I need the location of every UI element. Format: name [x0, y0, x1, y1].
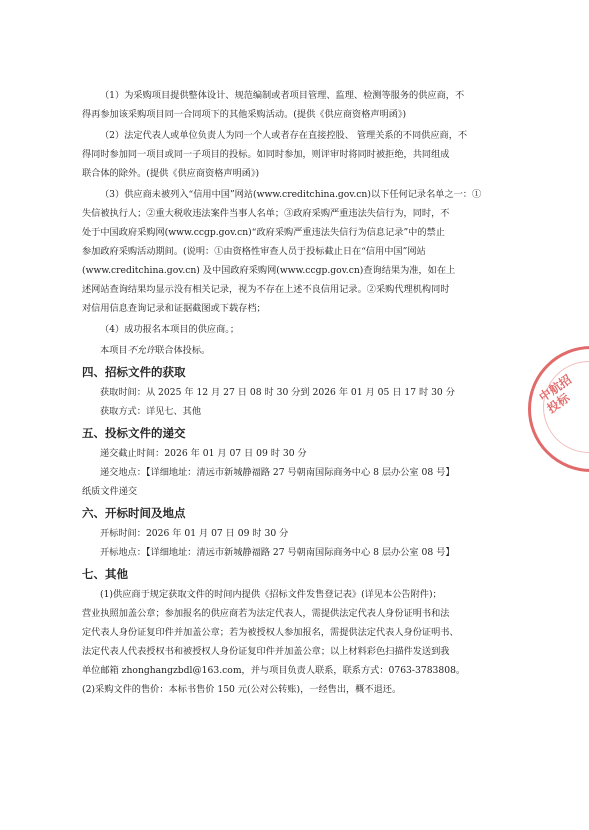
text-line: 失信被执行人；②重大税收违法案件当事人名单；③政府采购严重违法失信行为，同时，不 [82, 208, 450, 219]
italic-text-span: 不允许 [127, 345, 156, 356]
field-value: 详见七、其他 [145, 406, 202, 417]
opening-place-row [82, 543, 496, 562]
paragraph-2 [82, 126, 496, 183]
field-value: 从 2025 年 12 月 27 日 08 时 30 分到 2026 年 01 月 05 日 17 时 30 分 [145, 387, 455, 398]
field-label: 递交地点： [100, 467, 146, 478]
section-heading-5: 五、投标文件的递交 [82, 426, 186, 440]
text-line: 得同时参加同一项目或同一子项目的投标。如同时参加，则评审时将同时被拒绝，共同组成 [82, 149, 450, 160]
text-line: 对信用信息查询记录和证据截图或下载存档； [82, 303, 266, 314]
text-line: 处于中国政府采购网(www.ccgp.gov.cn)“政府采购严重违法失信行为信息记录”中的禁止 [82, 227, 445, 238]
field-label: 获取时间： [100, 387, 146, 398]
seal-text: 中航招投标 [536, 372, 575, 416]
text-line: 定代表人身份证复印件并加盖公章；若为被授权人参加报名，需提供法定代表人身份证明书、 [82, 627, 459, 638]
field-label: 获取方式： [100, 406, 146, 417]
text-line: 述网站查询结果均显示没有相关记录，视为不存在上述不良信用记录。②采购代理机构同时 [82, 284, 450, 295]
text-line: (www.creditchina.gov.cn) 及中国政府采购网(www.ccgp.gov.cn)查询结果为准，如在上 [82, 265, 456, 276]
section-heading-7: 七、其他 [82, 567, 128, 581]
acquire-method-row [82, 402, 496, 421]
red-seal-stamp [528, 346, 589, 472]
submit-note: 纸质文件递交 [82, 486, 138, 497]
field-label: 递交截止时间： [100, 448, 165, 459]
field-value: 2026 年 01 月 07 日 09 时 30 分 [164, 448, 307, 459]
text-line: 得再参加该采购项目同一合同项下的其他采购活动。(提供《供应商资格声明函》) [82, 109, 407, 120]
field-label: 开标地点： [100, 547, 146, 558]
section-heading-6: 六、开标时间及地点 [82, 506, 186, 520]
document-body [82, 86, 496, 699]
text-line: 营业执照加盖公章；参加报名的供应商若为法定代表人，需提供法定代表人身份证明书和法 [82, 608, 450, 619]
submit-deadline-row [82, 444, 496, 463]
opening-time-row [82, 524, 496, 543]
text-line: 联合体的除外。(提供《供应商资格声明函》) [82, 168, 260, 179]
submit-place-row [82, 463, 496, 482]
text-line: （3）供应商未被列入“信用中国”网站(www.creditchina.gov.cn)以下任何记录名单之一：① [100, 189, 482, 200]
text-line: 参加政府采购活动期间。(说明：①由资格性审查人员于投标截止日在“信用中国”网站 [82, 246, 426, 257]
text-line: （1）为采购项目提供整体设计、规范编制或者项目管理、监理、检测等服务的供应商，不 [100, 90, 465, 101]
paragraph-5 [82, 341, 496, 360]
field-label: 开标时间： [100, 528, 146, 539]
paragraph-3 [82, 185, 496, 318]
other-paragraph [82, 585, 496, 699]
text-line: （2）法定代表人或单位负责人为同一个人或者存在直接控股、 管理关系的不同供应商，不 [100, 130, 468, 141]
field-value: 【详细地址：清远市新城静福路 27 号朝南国际商务中心 8 层办公室 08 号】 [145, 547, 455, 558]
paragraph-4: （4）成功报名本项目的供应商。； [100, 324, 240, 335]
text-line: (1)供应商于规定获取文件的时间内提供《招标文件发售登记表》(详见本公告附件)； [100, 589, 442, 600]
text-line: (2)采购文件的售价：本标书售价 150 元(公对公转账)，一经售出，概不退还。 [82, 684, 402, 695]
text-span: 联合体投标。 [155, 345, 211, 356]
paragraph-1 [82, 86, 496, 124]
acquire-time-row [82, 383, 496, 402]
field-value: 2026 年 01 月 07 日 09 时 30 分 [145, 528, 289, 539]
section-heading-4: 四、招标文件的获取 [82, 365, 186, 379]
text-span: 本项目 [100, 345, 128, 356]
text-line: 单位邮箱 zhonghangzbdl@163.com，并与项目负责人联系，联系方式：0763-3783808。 [82, 665, 466, 676]
text-line: 法定代表人代表授权书和被授权人身份证复印件并加盖公章；以上材料彩色扫描件发送到我 [82, 646, 450, 657]
field-value: 【详细地址：清远市新城静福路 27 号朝南国际商务中心 8 层办公室 08 号】 [145, 467, 455, 478]
